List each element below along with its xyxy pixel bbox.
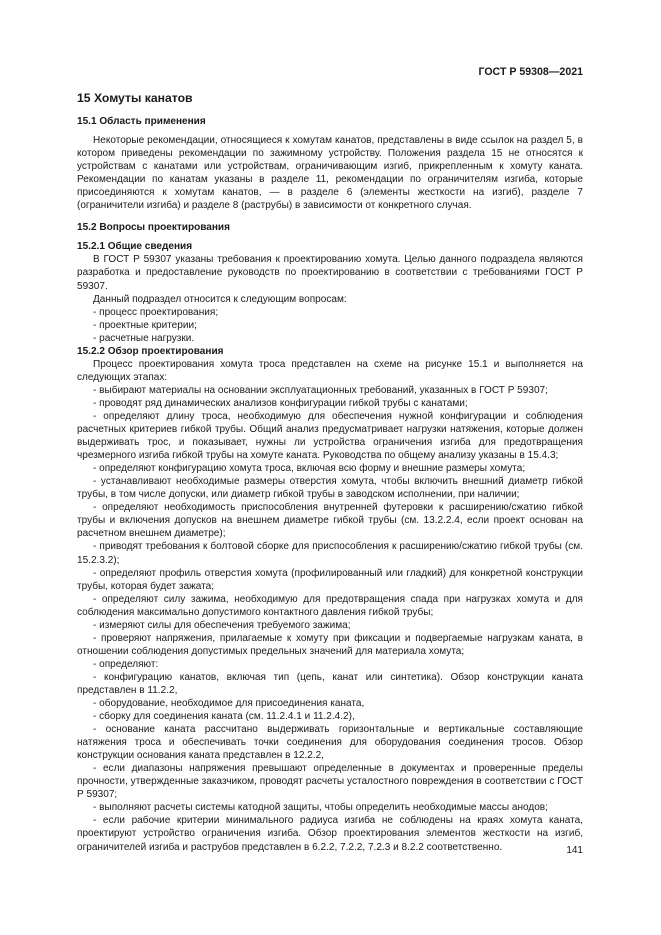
list-item: - если диапазоны напряжения превышают определенные в документах и проверенные пределы прочности, утвержденные заказчиком, проводят расчеты усталостного повреждения в соответствии с ГОСТ Р 59307; [77,763,583,801]
general-paragraph: В ГОСТ Р 59307 указаны требования к проектированию хомута. Целью данного подраздела являются разработка и предоставление руководств по проектированию в соответствии с требованиями ГОСТ Р 59307. [77,254,583,292]
list-item: - проверяют напряжения, прилагаемые к хомуту при фиксации и подвергаемые нагрузкам каната, в отношении соблюдения допустимых предельных значений для материала хомута; [77,632,583,657]
general-list [77,306,583,345]
section-title: 15 Хомуты канатов [77,91,193,105]
list-item: - проектные критерии; [93,319,197,331]
list-item: - определяют: [93,658,159,670]
list-item: - определяют длину троса, необходимую для обеспечения нужной конфигурации и соблюдения расчетных критериев гибкой трубы. Общий анализ предусматривает нагрузки натяжения, которые должен выдерживать трос, и показывает, нужны ли устройства ограничения изгиба для предотвращения чрезмерного изгиба гибкой трубы на хомуте каната. Руководства по общему анализу указаны в 15.4.3; [77,410,583,462]
scope-paragraph: Некоторые рекомендации, относящиеся к хомутам канатов, представлены в виде ссылок на раздел 5, в котором приведены рекомендации по зажимному устройству. Положения раздела 15 не относятся к устройствам с канатами или устройствам, ограничивающим изгиб, прикрепленным к хомуту каната. Рекомендации по канатам указаны в разделе 11, рекомендации по ограничителям изгиба, которые присоединяются к хомутам канатов, — в разделе 6 (элементы жесткости на изгиб), разделе 7 (ограничители изгиба) и разделе 8 (раструбы) в зависимости от конкретного случая. [77,135,583,212]
clause-title-general: 15.2.1 Общие сведения [77,241,193,253]
list-item: - если рабочие критерии минимального радиуса изгиба не соблюдены на краях хомута каната, проектируют устройство ограничения изгиба. Обзор проектирования элементов жесткости на изгиб, ограничителей изгиба и раструбов представлен в 6.2.2, 7.2.2, 7.2.3 и 8.2.2 соответственно. [77,815,583,853]
list-item: - проводят ряд динамических анализов конфигурации гибкой трубы с канатами; [93,397,468,409]
list-item: - устанавливают необходимые размеры отверстия хомута, чтобы включить внешний диаметр гибкой трубы, в том числе допуски, или диаметр гибкой трубы в заводском исполнении, при наличии; [77,476,583,501]
list-item: - измеряют силы для обеспечения требуемого зажима; [93,619,351,631]
clause-title-overview: 15.2.2 Обзор проектирования [77,345,224,357]
list-item: - определяют необходимость приспособления внутренней футеровки к расширению/сжатию гибкой трубы и включения допусков на внешнем диаметре гибкой трубы (см. 13.2.2.4, если проект основан на расчетном внешнем диаметре); [77,502,583,540]
list-item: - основание каната рассчитано выдерживать горизонтальные и вертикальные составляющие натяжения троса и обеспечивать точки соединения для оборудования соединения тросов. Обзор конструкции основания каната представлен в 12.2.2, [77,724,583,762]
subsection-title-scope: 15.1 Область применения [77,116,206,127]
overview-intro: Процесс проектирования хомута троса представлен на схеме на рисунке 15.1 и выполняется на следующих этапах: [77,358,583,383]
list-item: - оборудование, необходимое для присоединения каната, [93,698,365,710]
list-item: - процесс проектирования; [93,306,219,318]
list-item: - расчетные нагрузки. [93,332,195,344]
document-body [77,90,583,854]
list-item: - приводят требования к болтовой сборке для приспособления к расширению/сжатию гибкой трубы (см. 15.2.3.2); [77,541,583,566]
subsection-title-design: 15.2 Вопросы проектирования [77,222,230,234]
list-item: - конфигурацию канатов, включая тип (цепь, канат или синтетика). Обзор конструкции каната представлен в 11.2.2, [77,671,583,696]
page-number: 141 [566,845,583,856]
standard-code: ГОСТ Р 59308—2021 [478,66,583,78]
list-item: - выполняют расчеты системы катодной защиты, чтобы определить необходимые массы анодов; [93,802,548,814]
list-item: - сборку для соединения каната (см. 11.2.4.1 и 11.2.4.2), [93,711,355,723]
list-item: - определяют профиль отверстия хомута (профилированный или гладкий) для конкретной конструкции трубы, которая будет зажата; [77,567,583,592]
list-item: - определяют силу зажима, необходимую для предотвращения спада при нагрузках хомута и для соблюдения максимально допустимого контактного давления гибкой трубы; [77,593,583,618]
general-paragraph-list-intro: Данный подраздел относится к следующим вопросам: [93,293,347,305]
list-item: - определяют конфигурацию хомута троса, включая всю форму и внешние размеры хомута; [93,463,526,475]
list-item: - выбирают материалы на основании эксплуатационных требований, указанных в ГОСТ Р 59307; [93,384,548,396]
design-steps-list [77,384,583,854]
